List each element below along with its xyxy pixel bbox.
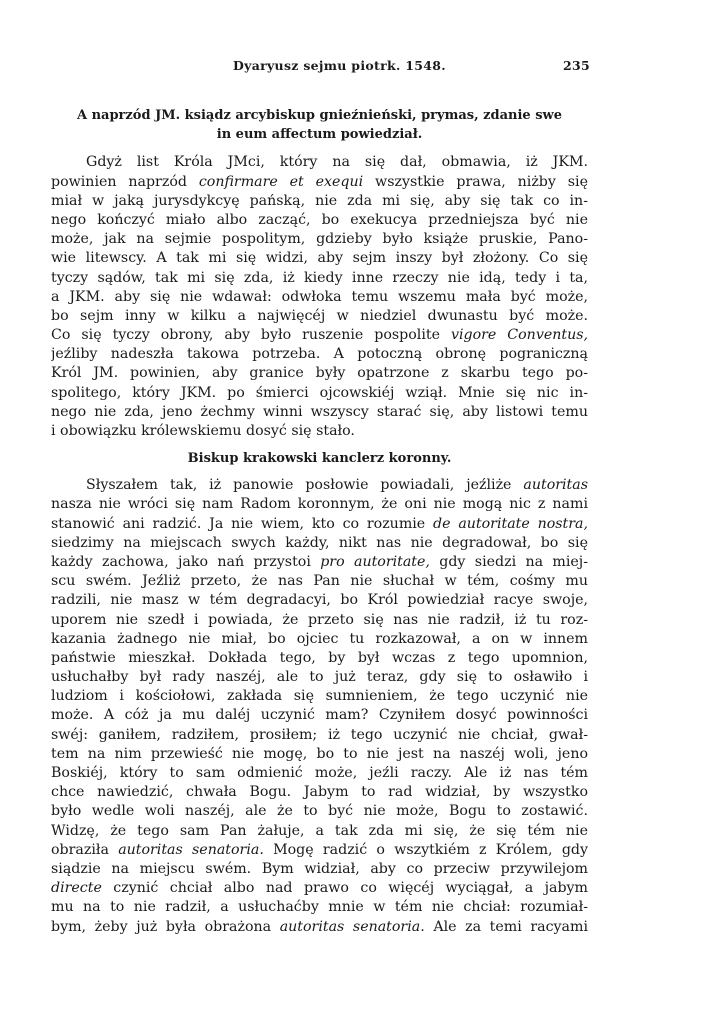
- text-line: uporem nie szedł i powiada, że przeto się nas nie radził, iż tu roz-: [51, 611, 588, 628]
- text-line: chce nawiedzić, chwała Bogu. Jabym to rad widział, by wszystko: [51, 784, 588, 801]
- text-line: scu swém. Jeźliż przeto, że nas Pan nie słuchał w tém, cośmy mu: [51, 573, 588, 590]
- text-line: Co się tyczy obrony, aby było ruszenie pospolite vigore Conventus,: [51, 327, 588, 344]
- text-line: Słyszałem tak, iż panowie posłowie powiadali, jeźliże autoritas: [86, 477, 588, 494]
- text-line: może. A cóż ja mu daléj uczynić mam? Czyniłem dosyć powinności: [51, 707, 588, 724]
- text-line: nego kończyć miało albo zacząć, bo exekucya przedniejsza być nie: [51, 211, 588, 228]
- latin-phrase: vigore Conventus,: [450, 327, 588, 344]
- text-line: i obowiązku królewskiemu dosyć się stało.: [51, 423, 355, 439]
- text-line: nasza nie wróci się nam Radom koronnym, że oni nie mogą nic z nami: [51, 496, 588, 513]
- text-line: radzili, nie masz w tém degradacyi, bo Król powiedział racye swoje,: [51, 592, 588, 609]
- text-line: ludziom i kościołowi, zakłada się sumnieniem, że tego uczynić nie: [51, 688, 588, 705]
- text-line: każdy zachowa, jako nań przystoi pro autoritate, gdy siedzi na miej-: [51, 553, 588, 570]
- text-line: directe czynić chciał albo nad prawo co więcéj wyciągał, a jabym: [51, 880, 588, 897]
- text-line: spolitego, który JKM. po śmierci ojcowskiéj wziął. Mnie się nic in-: [51, 384, 588, 401]
- running-title: Dyaryusz sejmu piotrk. 1548.: [233, 58, 446, 73]
- latin-phrase: de autoritate nostra,: [433, 515, 588, 532]
- text-line: kazania żadnego nie miał, bo ojciec tu rozkazował, a on w innem: [51, 630, 588, 647]
- text-line: Widzę, że tego sam Pan żałuje, a tak zda mi się, że się tém nie: [51, 822, 588, 839]
- text-line: Gdyż list Króla JMci, który na się dał, obmawia, iż JKM.: [86, 154, 588, 171]
- text-line: mu na to nie radził, a usłuchaćby mnie w tém nie chciał: rozumiał-: [51, 899, 588, 916]
- text-line: miał w jaką jurysdykcyę pańską, nie zda mi się, aby się tak co in-: [51, 192, 588, 209]
- text-line: Boskiéj, który to sam odmienić może, jeźli raczy. Ale iż nas tém: [51, 765, 588, 781]
- section-heading-primate: [51, 107, 588, 145]
- text-line: usłuchałby był rady naszéj, ale to już teraz, gdy się to osławiło i: [51, 669, 588, 686]
- text-line: tyczy sądów, tak mi się zda, iż kiedy inne rzeczy nie idą, tedy i ta,: [51, 269, 588, 286]
- heading-line: A naprzód JM. ksiądz arcybiskup gnieźnieński, prymas, zdanie swe: [76, 108, 562, 123]
- text-line: nego nie zda, jeno żechmy winni wszyscy starać się, aby listowi temu: [51, 403, 588, 420]
- latin-phrase: pro autoritate,: [320, 553, 430, 570]
- latin-phrase: directe: [51, 880, 102, 897]
- page-header: [0, 58, 720, 80]
- paragraph-chancellor-speech: [51, 476, 588, 937]
- text-line: wie litewscy. A tak mi się widzi, aby sejm inszy był złożony. Co się: [51, 250, 588, 267]
- page-number: 235: [563, 58, 590, 73]
- latin-phrase: autoritas senatoria.: [118, 841, 264, 858]
- text-line: jeźliby nadeszła takowa potrzeba. A potoczną obronę pograniczną: [51, 346, 588, 363]
- text-line: państwie mieszkał. Dokłada tego, by był wczas z tego upomnion,: [51, 649, 588, 666]
- text-line: powinien naprzód confirmare et exequi wszystkie prawa, niżby się: [51, 173, 588, 190]
- text-line: Król JM. powinien, aby granice były opatrzone z skarbu tego po-: [51, 365, 588, 382]
- text-line: bo sejm inny w kilku a najwięcéj w niedziel dwunastu być może.: [51, 307, 588, 324]
- latin-phrase: autoritas senatoria.: [279, 918, 425, 935]
- heading-line: in eum affectum powiedział.: [216, 127, 423, 143]
- text-line: stanowić ani radzić. Ja nie wiem, kto co rozumie de autoritate nostra,: [51, 515, 588, 532]
- text-line: było wedle woli naszéj, ale że to być nie może, Bogu to zostawić.: [51, 803, 588, 820]
- text-line: siądzie na miejscu swém. Bym widział, aby co przeciw przywilejom: [51, 860, 588, 877]
- text-line: obraziła autoritas senatoria. Mogę radzić o wszytkiém z Królem, gdy: [51, 841, 588, 858]
- latin-phrase: autoritas: [523, 477, 588, 494]
- text-line: może, jak na sejmie pospolitym, gdzieby było książe pruskie, Pano-: [51, 231, 588, 248]
- latin-phrase: confirmare et exequi: [198, 173, 364, 190]
- text-line: tem na nim przewieść nie mogę, bo to nie jest na naszéj woli, jeno: [51, 745, 588, 762]
- section-heading-chancellor: Biskup krakowski kanclerz koronny.: [187, 451, 452, 467]
- text-line: swéj: ganiłem, radziłem, prosiłem; iż tego uczynić nie chciał, gwał-: [51, 726, 588, 743]
- text-line: siedzimy na miejscach swych każdy, nikt nas nie degradował, bo się: [51, 534, 588, 551]
- body-text: [51, 107, 588, 937]
- text-line: a JKM. aby się nie wdawał: odwłoka temu wszemu mała być może,: [51, 288, 588, 305]
- paragraph-primate-speech: [51, 153, 588, 441]
- text-line: bym, żeby już była obrażona autoritas senatoria. Ale za temi racyami: [51, 918, 588, 935]
